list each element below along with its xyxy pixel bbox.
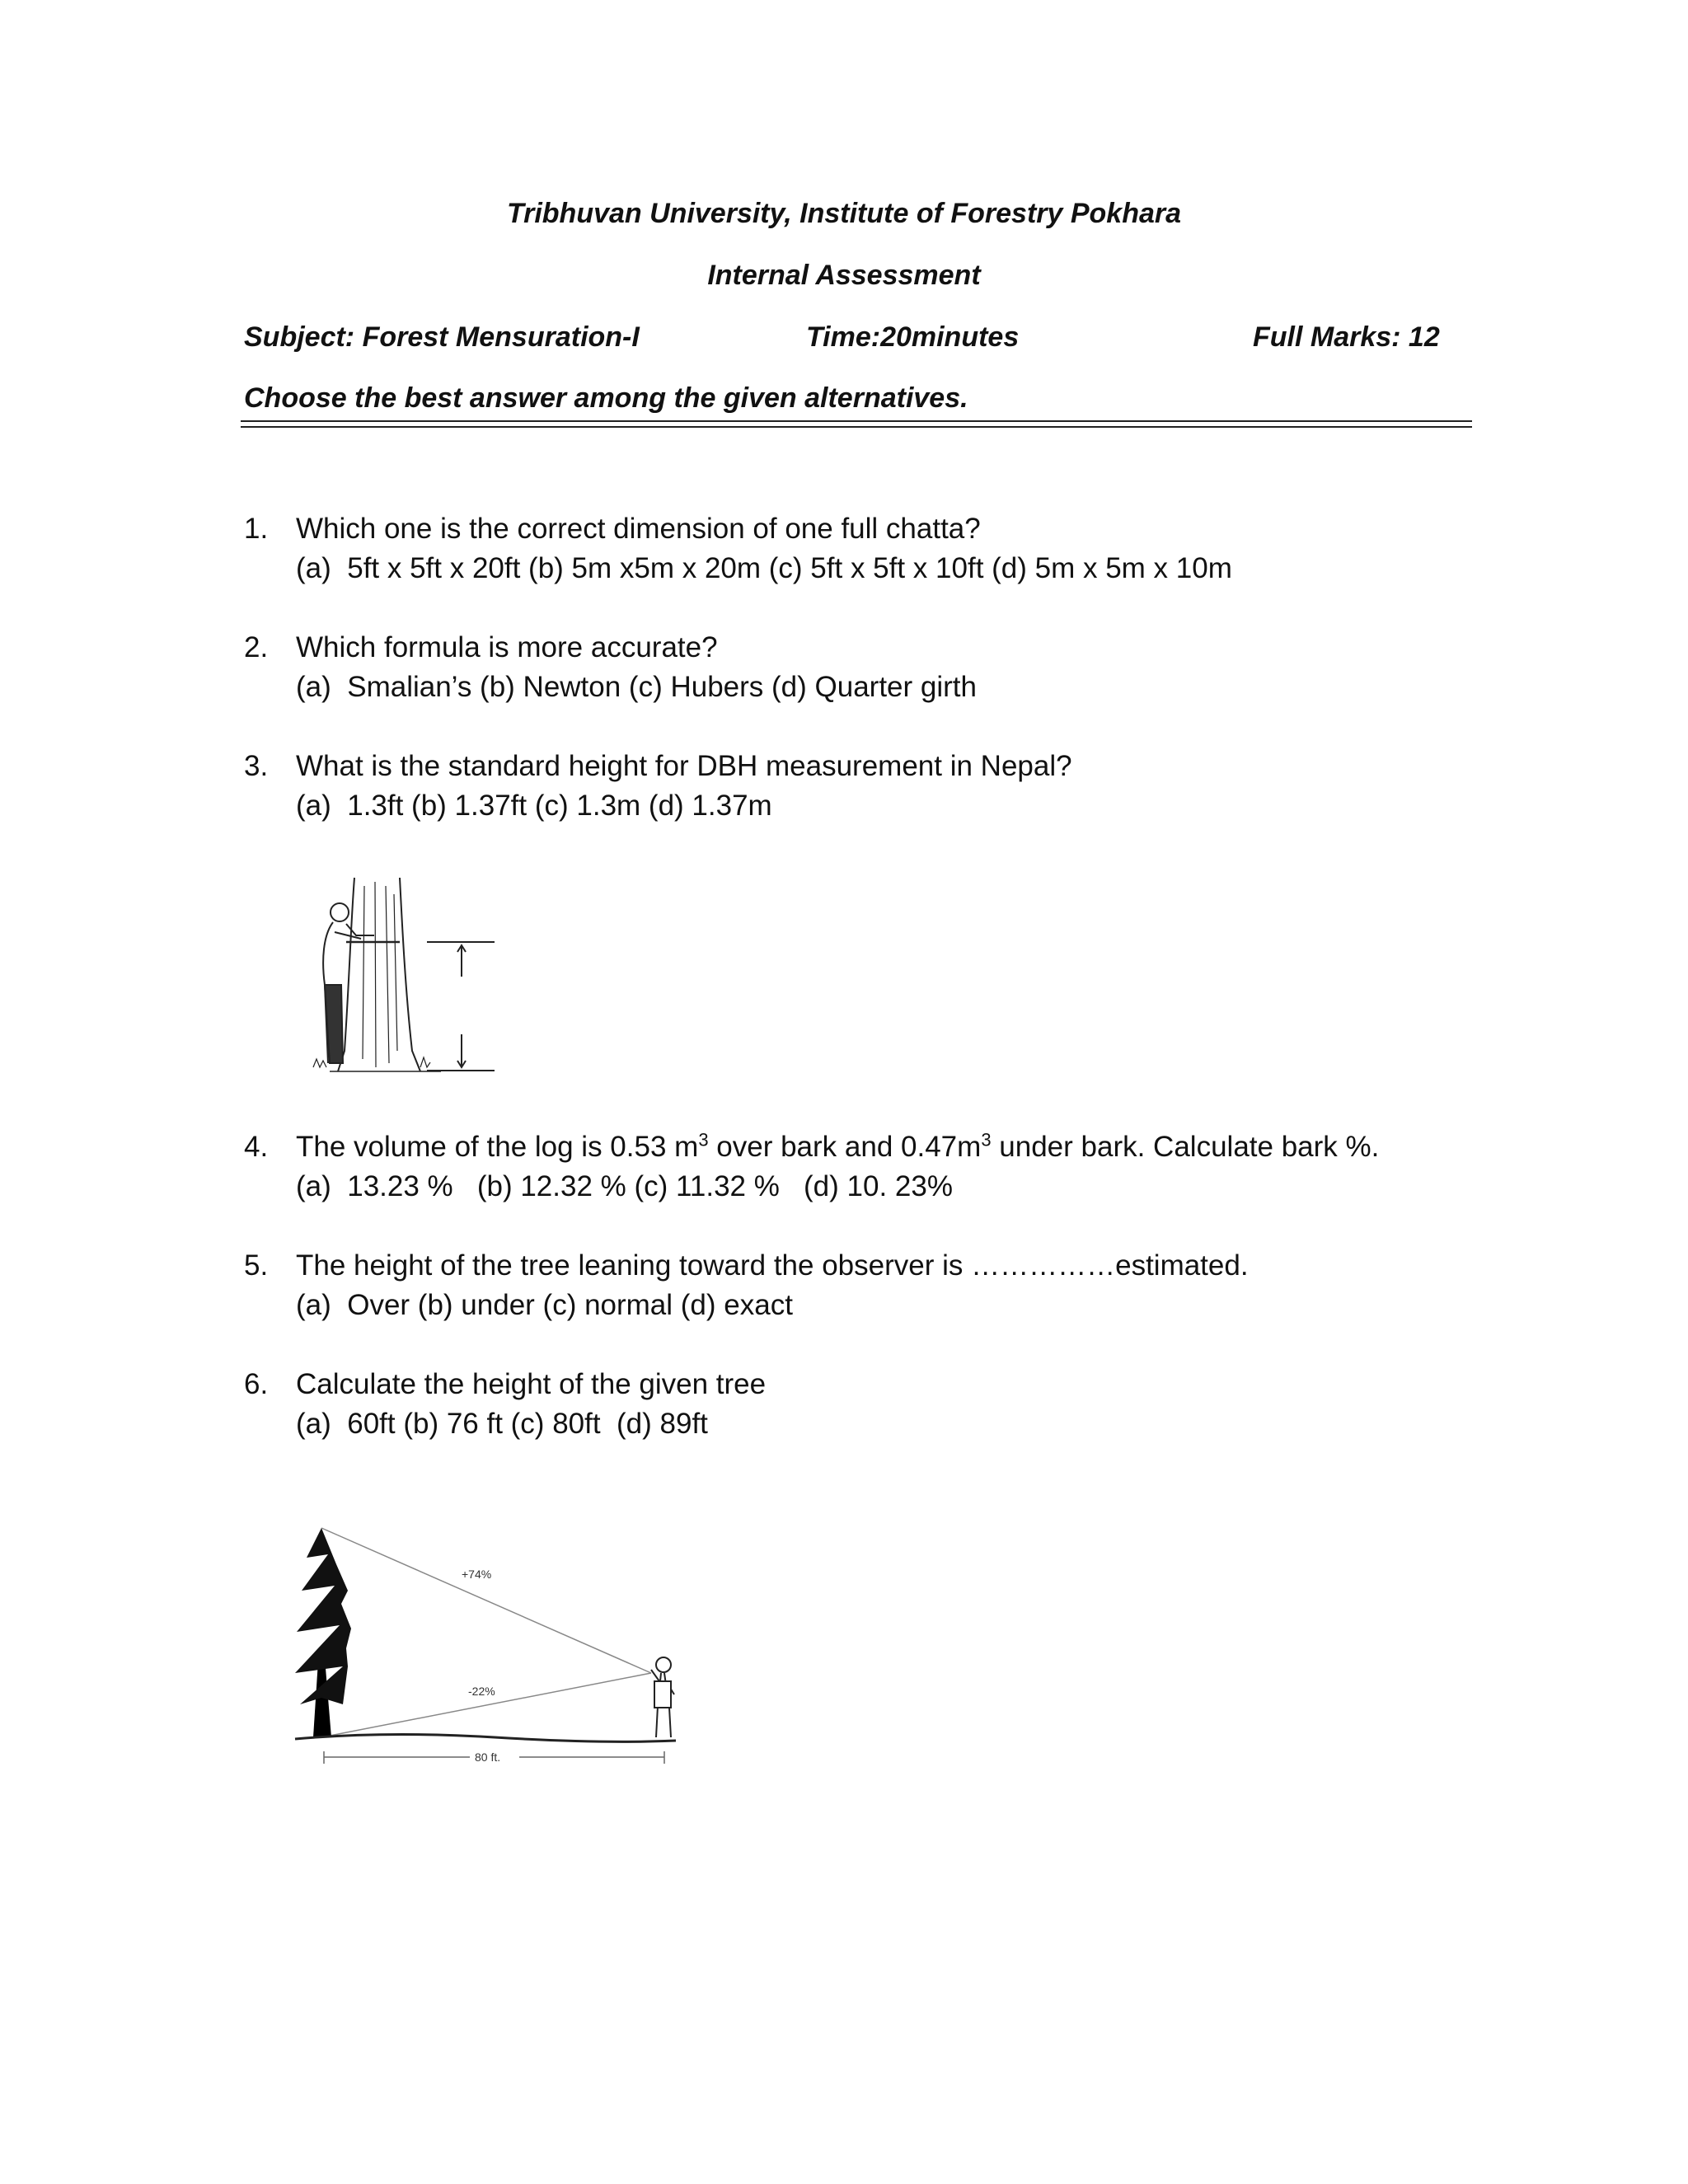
header-divider-top	[241, 420, 1472, 422]
observer-icon	[651, 1657, 674, 1737]
dbh-measurement-figure	[297, 869, 495, 1076]
question-options: (a) Smalian’s (b) Newton (c) Hubers (d) Quarter girth	[296, 671, 977, 703]
conifer-tree-icon	[295, 1528, 351, 1737]
question-3	[244, 747, 1480, 829]
full-marks-label: Full Marks: 12	[1253, 321, 1440, 353]
question-text: Calculate the height of the given tree	[296, 1368, 767, 1400]
question-text: The height of the tree leaning toward the observer is ……………estimated.	[296, 1249, 1249, 1282]
question-2	[244, 628, 1480, 710]
question-number: 1.	[244, 513, 269, 545]
subject-label: Subject: Forest Mensuration-I	[244, 321, 640, 353]
tree-height-figure	[288, 1525, 701, 1772]
question-options: (a) 13.23 % (b) 12.32 % (c) 11.32 % (d) 10. 23%	[296, 1170, 953, 1202]
institution-title: Tribhuvan University, Institute of Forestry Pokhara	[506, 198, 1182, 229]
time-label: Time:20minutes	[806, 321, 1020, 353]
question-5	[244, 1246, 1480, 1329]
question-number: 3.	[244, 750, 269, 782]
person-head	[331, 903, 349, 921]
question-options: (a) 60ft (b) 76 ft (c) 80ft (d) 89ft	[296, 1408, 708, 1440]
question-text: Which formula is more accurate?	[296, 631, 718, 663]
cubic-superscript: 3	[698, 1129, 709, 1151]
instruction-text: Choose the best answer among the given alternatives.	[244, 382, 968, 414]
distance-label: 80 ft.	[475, 1750, 501, 1764]
question-options: (a) 1.3ft (b) 1.37ft (c) 1.3m (d) 1.37m	[296, 790, 772, 822]
question-text: The volume of the log is 0.53 $m^3$ over bark and $0.47m^3$ under bark. Calculate bark %.	[296, 1129, 1380, 1163]
tree-trunk-right-edge	[400, 878, 420, 1071]
question-options: (a) Over (b) under (c) normal (d) exact	[296, 1289, 793, 1321]
question-text: What is the standard height for DBH measurement in Nepal?	[296, 750, 1072, 782]
lower-sight-line	[321, 1673, 651, 1737]
header-divider-bottom	[241, 426, 1472, 428]
question-options: (a) 5ft x 5ft x 20ft (b) 5m x5m x 20m (c) 5ft x 5ft x 10ft (d) 5m x 5m x 10m	[296, 552, 1232, 584]
cubic-superscript: 3	[981, 1129, 992, 1151]
lower-angle-label: -22%	[468, 1685, 495, 1698]
upper-angle-label: +74%	[462, 1568, 492, 1581]
question-4	[244, 1127, 1480, 1210]
ground-line	[295, 1734, 676, 1741]
question-1	[244, 509, 1480, 592]
assessment-title: Internal Assessment	[707, 260, 981, 291]
question-number: 5.	[244, 1249, 269, 1282]
question-number: 2.	[244, 631, 269, 663]
question-6	[244, 1365, 1480, 1447]
upper-sight-line	[321, 1528, 651, 1673]
question-number: 6.	[244, 1368, 269, 1400]
question-number: 4.	[244, 1131, 269, 1163]
question-text: Which one is the correct dimension of one full chatta?	[296, 513, 981, 545]
